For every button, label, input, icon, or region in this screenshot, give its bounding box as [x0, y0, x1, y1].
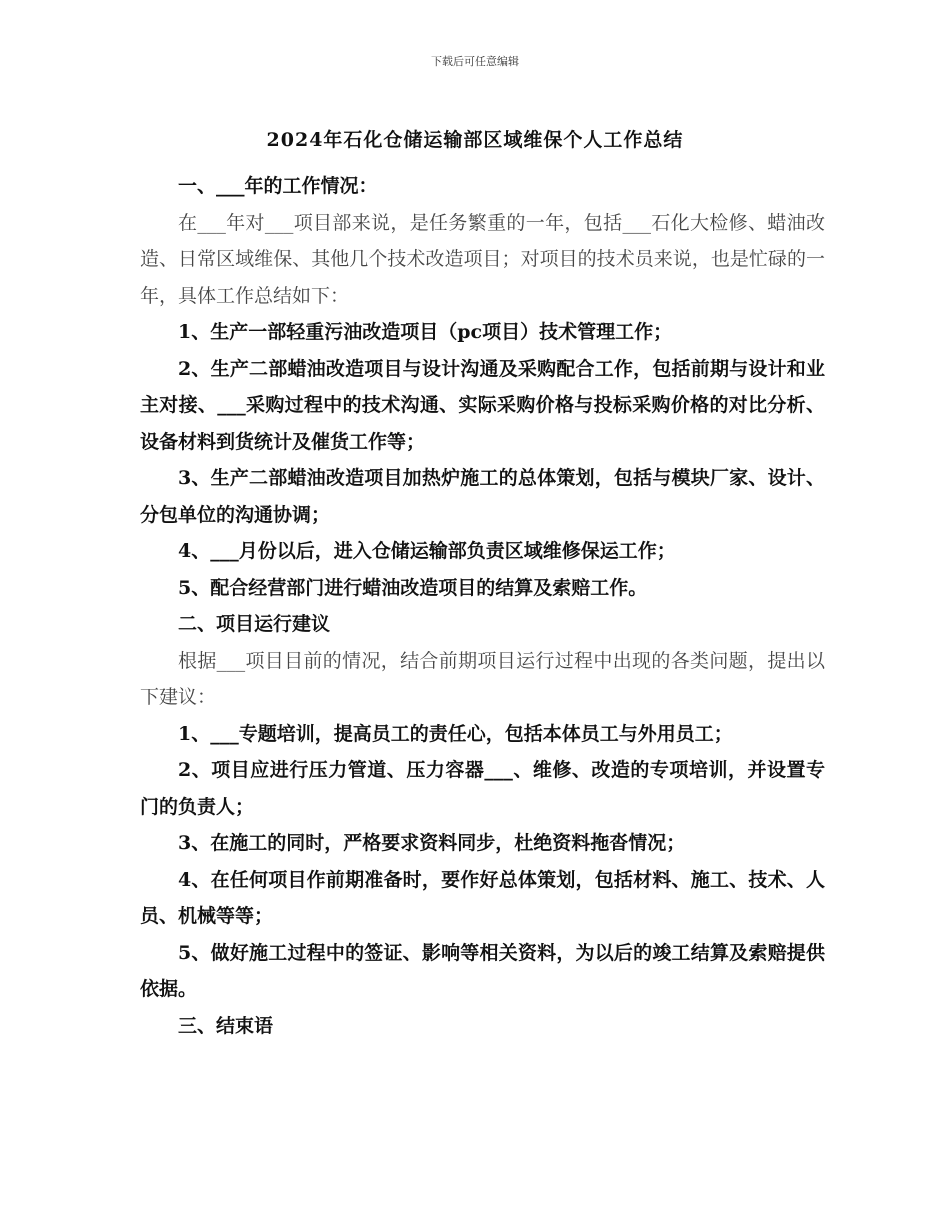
- paragraph: 1、___专题培训，提高员工的责任心，包括本体员工与外用员工；: [178, 722, 733, 745]
- paragraph: 1、生产一部轻重污油改造项目（pc项目）技术管理工作；: [178, 321, 673, 343]
- paragraph: 一、___年的工作情况：: [178, 175, 378, 197]
- paragraph: 2、生产二部蜡油改造项目与设计沟通及采购配合工作，包括前期与设计和业主对接、___采购过程中的技术沟通、实际采购价格与投标采购价格的对比分析、设备材料到货统计及催货工作等；: [140, 357, 825, 453]
- paragraph: 在___年对___项目部来说，是任务繁重的一年，包括___石化大检修、蜡油改造、日常区域维保、其他几个技术改造项目；对项目的技术员来说，也是忙碌的一年，具体工作总结如下：: [140, 211, 825, 307]
- paragraph: 4、___月份以后，进入仓储运输部负责区域维修保运工作；: [178, 540, 676, 562]
- paragraph: 2、项目应进行压力管道、压力容器___、维修、改造的专项培训，并设置专门的负责人；: [140, 759, 825, 818]
- paragraph: 3、在施工的同时，严格要求资料同步，杜绝资料拖沓情况；: [178, 832, 686, 854]
- document-body: [140, 168, 825, 1044]
- header-note: 下载后可任意编辑: [431, 55, 519, 68]
- paragraph: 5、做好施工过程中的签证、影响等相关资料，为以后的竣工结算及索赔提供依据。: [140, 941, 825, 1000]
- paragraph: 二、项目运行建议: [178, 613, 331, 635]
- paragraph: 根据___项目目前的情况，结合前期项目运行过程中出现的各类问题，提出以下建议：: [140, 649, 825, 708]
- paragraph: 3、生产二部蜡油改造项目加热炉施工的总体策划，包括与模块厂家、设计、分包单位的沟通协调；: [140, 467, 825, 526]
- paragraph: 4、在任何项目作前期准备时，要作好总体策划，包括材料、施工、技术、人员、机械等等；: [140, 868, 825, 927]
- paragraph: 三、结束语: [178, 1014, 274, 1037]
- document-title: 2024年石化仓储运输部区域维保个人工作总结: [266, 129, 684, 151]
- paragraph: 5、配合经营部门进行蜡油改造项目的结算及索赔工作。: [178, 576, 648, 599]
